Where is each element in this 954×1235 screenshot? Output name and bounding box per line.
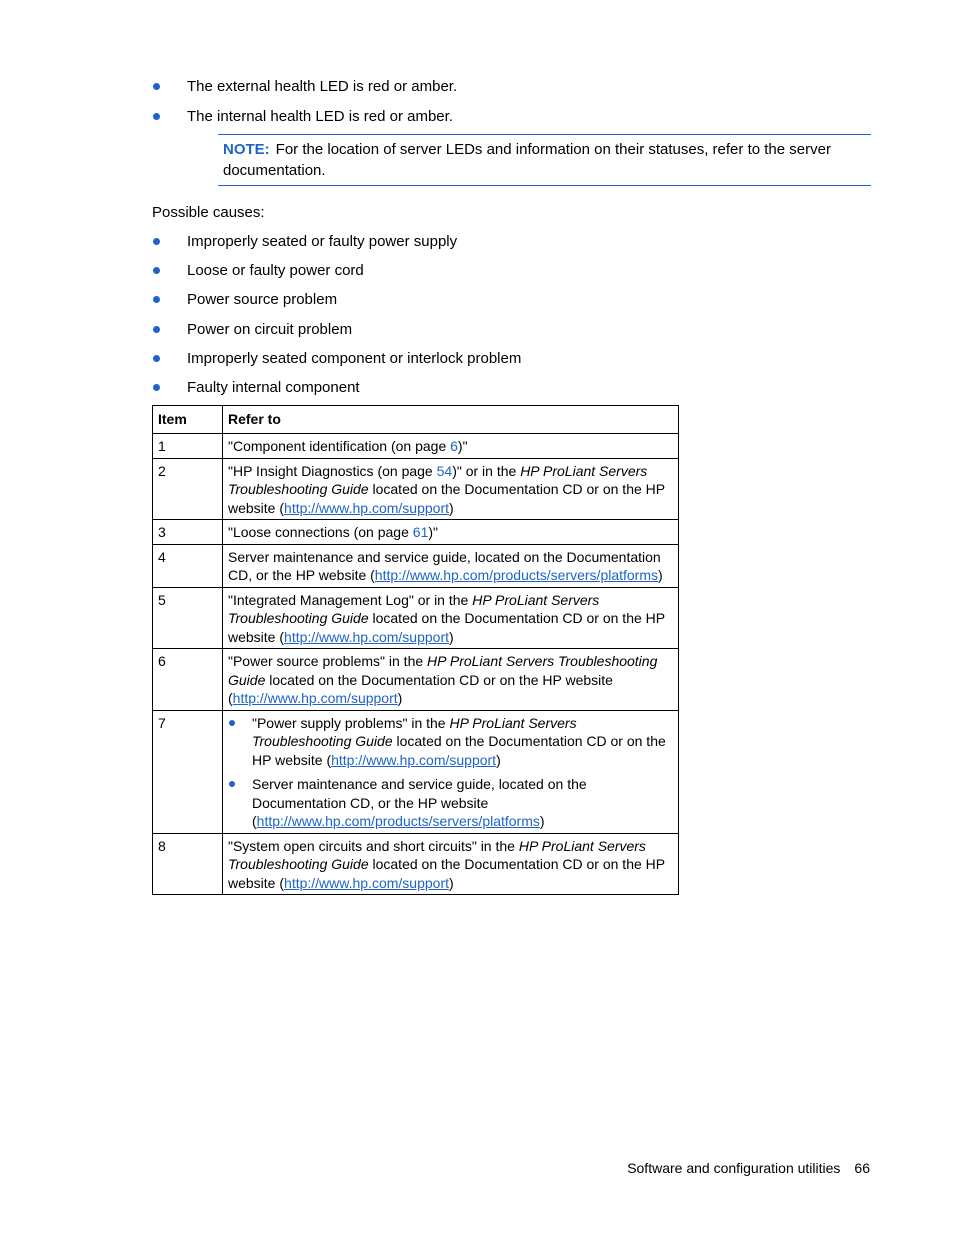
list-item: Power source problem bbox=[152, 290, 521, 310]
table-row bbox=[153, 587, 679, 649]
page-footer bbox=[627, 1158, 870, 1178]
list-item: Power on circuit problem bbox=[152, 320, 521, 340]
list-item: The internal health LED is red or amber. bbox=[152, 107, 457, 127]
led-status-list bbox=[152, 77, 457, 127]
item-cell: 6 bbox=[153, 649, 223, 711]
refer-bullet-list bbox=[228, 714, 674, 831]
reference-table bbox=[152, 405, 679, 895]
list-item: Server maintenance and service guide, located on the Documentation CD, or the HP website (http://www.hp.com/products/servers/platforms) bbox=[228, 775, 674, 831]
guide-title: HP ProLiant Servers Troubleshooting Guide bbox=[228, 837, 646, 872]
table-row bbox=[153, 710, 679, 833]
refer-cell: Server maintenance and service guide, located on the Documentation CD, or the HP website (http://www.hp.com/products/servers/platforms) bbox=[223, 544, 679, 587]
support-link[interactable]: http://www.hp.com/support bbox=[232, 690, 398, 706]
item-cell: 1 bbox=[153, 434, 223, 459]
platforms-link[interactable]: http://www.hp.com/products/servers/platforms bbox=[256, 813, 540, 829]
item-cell: 7 bbox=[153, 710, 223, 833]
list-item: Loose or faulty power cord bbox=[152, 261, 521, 281]
bullet-icon bbox=[229, 720, 235, 726]
guide-title: HP ProLiant Servers Troubleshooting Guide bbox=[228, 653, 658, 688]
bullet-icon bbox=[153, 267, 160, 274]
refer-cell: "Loose connections (on page 61)" bbox=[223, 520, 679, 545]
bullet-icon bbox=[153, 113, 160, 120]
item-cell: 2 bbox=[153, 458, 223, 520]
refer-cell: "System open circuits and short circuits" in the HP ProLiant Servers Troubleshooting Guide located on the Documentation CD or on the HP website (http://www.hp.com/support) bbox=[223, 833, 679, 895]
bullet-icon bbox=[153, 296, 160, 303]
possible-causes-label: Possible causes: bbox=[152, 204, 265, 221]
page-link[interactable]: 6 bbox=[450, 438, 458, 454]
refer-cell: "HP Insight Diagnostics (on page 54)" or in the HP ProLiant Servers Troubleshooting Guide located on the Documentation CD or on the HP website (http://www.hp.com/support) bbox=[223, 458, 679, 520]
item-cell: 5 bbox=[153, 587, 223, 649]
table-row bbox=[153, 458, 679, 520]
bullet-icon bbox=[153, 355, 160, 362]
support-link[interactable]: http://www.hp.com/support bbox=[284, 874, 449, 891]
guide-title: HP ProLiant Servers Troubleshooting Guide bbox=[228, 462, 648, 497]
table-row bbox=[153, 544, 679, 587]
refer-cell bbox=[223, 710, 679, 833]
column-header-refer-to: Refer to bbox=[223, 406, 679, 434]
refer-cell: "Component identification (on page 6)" bbox=[223, 434, 679, 459]
list-item: "Power supply problems" in the HP ProLiant Servers Troubleshooting Guide located on the Documentation CD or on the HP website (http://www.hp.com/support) bbox=[228, 714, 674, 770]
table-header-row bbox=[153, 406, 679, 434]
note-label: NOTE: bbox=[223, 141, 270, 158]
table-row bbox=[153, 434, 679, 459]
column-header-item: Item bbox=[153, 406, 223, 434]
list-item: Improperly seated or faulty power supply bbox=[152, 232, 521, 252]
bullet-icon bbox=[153, 238, 160, 245]
list-item: The external health LED is red or amber. bbox=[152, 77, 457, 97]
page-link[interactable]: 54 bbox=[436, 462, 453, 479]
page-number: 66 bbox=[854, 1160, 870, 1176]
support-link[interactable]: http://www.hp.com/support bbox=[284, 628, 449, 645]
refer-cell: "Integrated Management Log" or in the HP ProLiant Servers Troubleshooting Guide located on the Documentation CD or on the HP website (http://www.hp.com/support) bbox=[223, 587, 679, 649]
footer-section-title: Software and configuration utilities bbox=[627, 1160, 841, 1176]
page-link[interactable]: 61 bbox=[412, 524, 429, 540]
causes-list bbox=[152, 232, 521, 398]
list-item: Faulty internal component bbox=[152, 378, 521, 398]
table-row bbox=[153, 833, 679, 895]
guide-title: HP ProLiant Servers Troubleshooting Guide bbox=[252, 714, 577, 749]
support-link[interactable]: http://www.hp.com/support bbox=[331, 751, 497, 768]
refer-cell: "Power source problems" in the HP ProLiant Servers Troubleshooting Guide located on the Documentation CD or on the HP website (http://www.hp.com/support) bbox=[223, 649, 679, 711]
list-item: Improperly seated component or interlock problem bbox=[152, 349, 521, 369]
bullet-icon bbox=[229, 781, 235, 787]
support-link[interactable]: http://www.hp.com/support bbox=[284, 499, 449, 516]
table-row bbox=[153, 520, 679, 545]
bullet-icon bbox=[153, 384, 160, 391]
item-cell: 4 bbox=[153, 544, 223, 587]
bullet-icon bbox=[153, 83, 160, 90]
note-text: For the location of server LEDs and information on their statuses, refer to the server documentation. bbox=[223, 141, 831, 179]
item-cell: 3 bbox=[153, 520, 223, 545]
note-box bbox=[218, 134, 871, 186]
guide-title: HP ProLiant Servers Troubleshooting Guide bbox=[228, 591, 600, 626]
table-row bbox=[153, 649, 679, 711]
item-cell: 8 bbox=[153, 833, 223, 895]
platforms-link[interactable]: http://www.hp.com/products/servers/platforms bbox=[374, 567, 659, 583]
bullet-icon bbox=[153, 326, 160, 333]
